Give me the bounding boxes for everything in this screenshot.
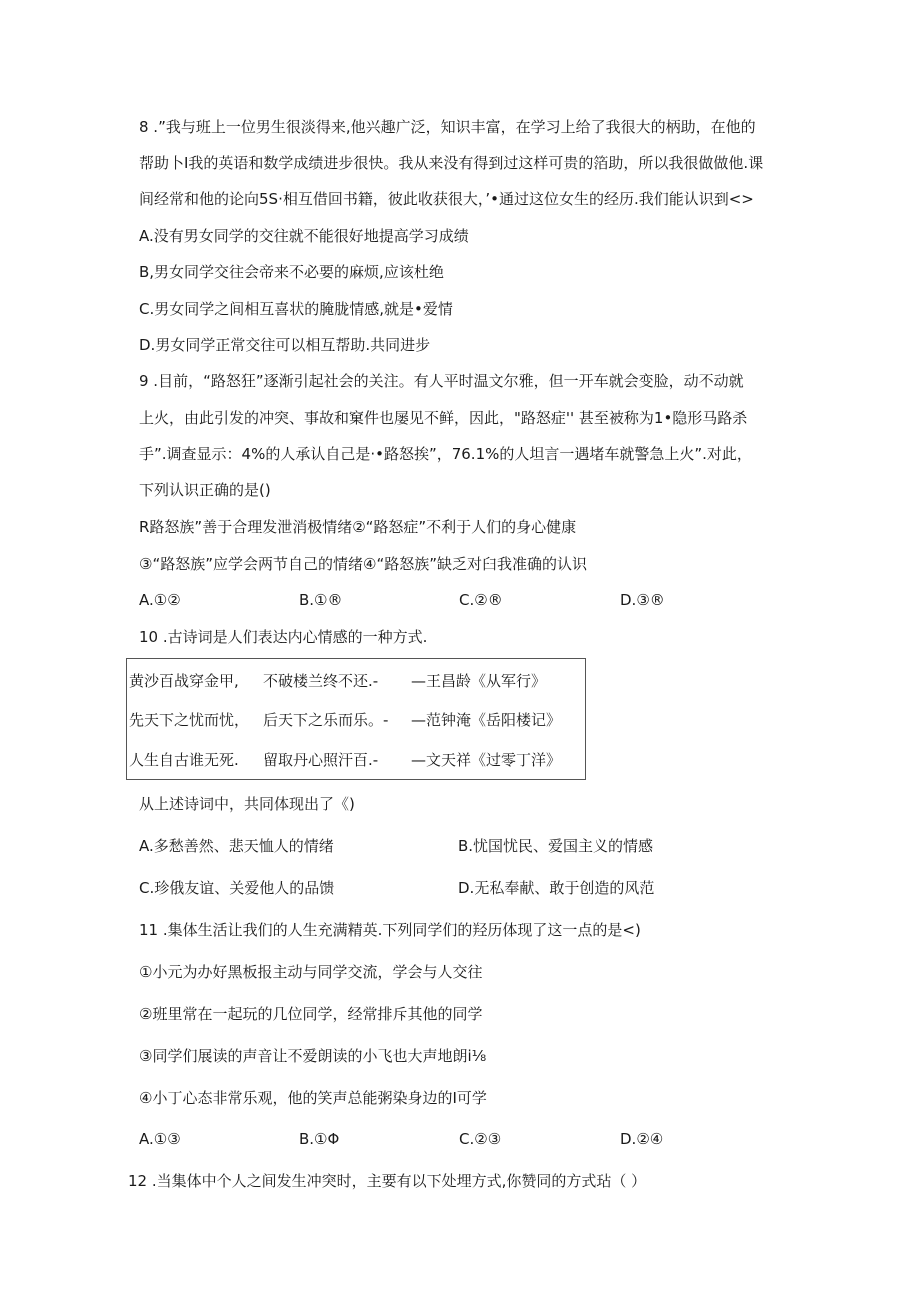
poem-3-source: —文天祥《过零丁洋》 xyxy=(411,751,562,769)
q11-option-b: B.①Φ xyxy=(299,1130,340,1148)
q10-option-c: C.珍俄友谊、关爱他人的品馈 xyxy=(139,879,335,897)
q10-stem: 10 .古诗词是人们表达内心情感的一种方式. xyxy=(139,628,428,646)
q9-option-c: C.②® xyxy=(459,591,503,609)
q11-statement-2: ②班里常在一起玩的几位同学，经常排斥其他的同学 xyxy=(139,1005,483,1023)
q10-question: 从上述诗词中，共同体现出了《) xyxy=(139,795,355,813)
poem-1-line-2: 不破楼兰终不还.- xyxy=(263,672,379,690)
q11-statement-1: ①小元为办好黑板报主动与同学交流，学会与人交往 xyxy=(139,963,483,981)
q8-line-3: 间经常和他的论向5S·相互借回书籍，彼此收获很大，’•通过这位女生的经历.我们能认识到<> xyxy=(139,190,754,208)
q10-option-b: B.忧国忧民、爱国主义的情感 xyxy=(458,837,654,855)
poem-2-line-1: 先天下之忧而忧， xyxy=(129,711,250,729)
q8-option-d: D.男女同学正常交往可以相互帮助.共同进步 xyxy=(139,336,431,354)
q11-statement-4: ④小丁心态非常乐观，他的笑声总能粥染身边的I可学 xyxy=(139,1089,487,1107)
q9-option-d: D.③® xyxy=(620,591,665,609)
q11-option-c: C.②③ xyxy=(459,1130,502,1148)
q11-option-d: D.②④ xyxy=(620,1130,664,1148)
poem-1-source: —王昌龄《从军行》 xyxy=(411,672,547,690)
q8-option-b: B,男女同学交往会帝来不必要的麻烦,应该杜绝 xyxy=(139,263,444,281)
q11-statement-3: ③同学们展读的声音让不爱朗读的小飞也大声地朗i⅛ xyxy=(139,1047,487,1065)
q9-line-2: 上火，由此引发的冲突、事故和窠件也屡见不鲜，因此，"路怒症'' 甚至被称为1•隐形马路杀 xyxy=(139,409,748,427)
q8-line-1: 8 .”我与班上一位男生很淡得来,他兴趣广泛，知识丰富，在学习上给了我很大的柄助，在他的 xyxy=(139,118,756,136)
q10-option-a: A.多愁善然、悲天恤人的情绪 xyxy=(139,837,334,855)
q10-option-d: D.无私奉献、敢于创造的风范 xyxy=(458,879,655,897)
q9-line-3: 手”.调查显示：4%的人承认自己是·•路怒挨”，76.1%的人坦言一遇堵车就警急上火”.对此， xyxy=(139,445,752,463)
q9-statement-2: ③“路怒族”应学会两节自己的情绪④“路怒族”缺乏对臼我准确的认识 xyxy=(139,555,587,573)
q12-stem: 12 .当集体中个人之间发生冲突时，主要有以下处埋方式,你赞同的方式玷（ ） xyxy=(128,1172,647,1190)
q9-option-b: B.①® xyxy=(299,591,343,609)
q9-line-4: 下列认识正确的是() xyxy=(139,481,271,499)
q11-stem: 11 .集体生活让我们的人生充满精英.下列同学们的羟历体现了这一点的是<) xyxy=(139,921,641,939)
q9-line-1: 9 .目前，“路怒狂”逐渐引起社会的关注。有人平时温文尔雅，但一开车就会变脸，动不动就 xyxy=(139,372,744,390)
poem-3-line-2: 留取丹心照汗百.- xyxy=(263,751,379,769)
poem-2-line-2: 后天下之乐而乐。- xyxy=(263,711,389,729)
poem-box xyxy=(126,658,586,780)
q9-statement-1: R路怒族”善于合理发泄消极情绪②“路怒症”不利于人们的身心健康 xyxy=(139,518,577,536)
q8-option-a: A.没有男女同学的交往就不能很好地提高学习成绩 xyxy=(139,227,469,245)
q8-option-c: C.男女同学之间相互喜状的腌胧情感,就是•爱情 xyxy=(139,300,453,318)
q9-option-a: A.①② xyxy=(139,591,181,609)
poem-3-line-1: 人生自古谁无死. xyxy=(129,751,239,769)
poem-1-line-1: 黄沙百战穿金甲, xyxy=(129,672,239,690)
q8-line-2: 帮助卜I我的英语和数学成绩进步很快。我从来没有得到过这样可贵的箔助，所以我很做做他.课 xyxy=(139,154,764,172)
q11-option-a: A.①③ xyxy=(139,1130,181,1148)
poem-2-source: —范钟淹《岳阳楼记》 xyxy=(411,711,562,729)
